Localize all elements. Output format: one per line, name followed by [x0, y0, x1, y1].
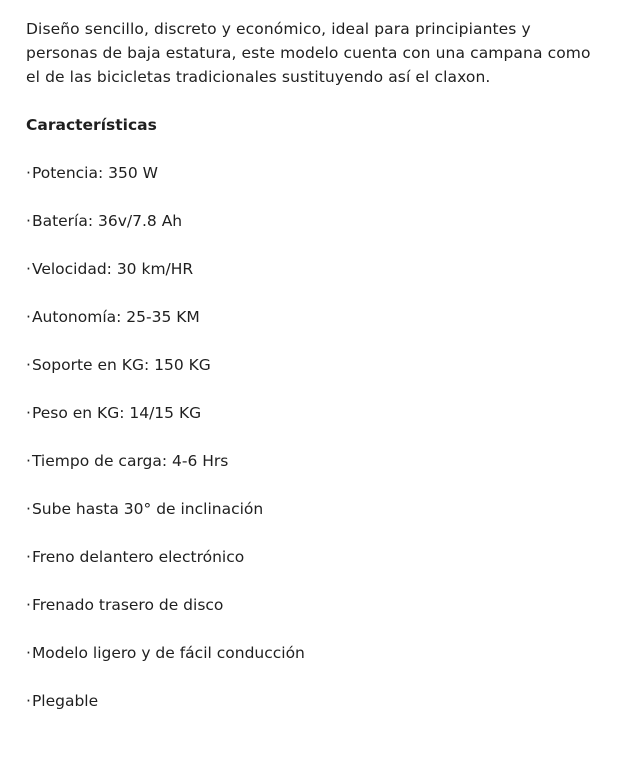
feature-text: Soporte en KG: 150 KG [31, 356, 211, 374]
features-heading: Características [26, 116, 157, 134]
bullet: · [26, 500, 31, 518]
feature-text: Frenado trasero de disco [31, 596, 224, 614]
features-list [26, 161, 603, 713]
feature-item-front-brake [26, 545, 603, 569]
feature-item-range [26, 305, 603, 329]
feature-text: Potencia: 350 W [31, 164, 158, 182]
feature-item-weight [26, 401, 603, 425]
feature-item-charge-time [26, 449, 603, 473]
feature-item-power [26, 161, 603, 185]
feature-text: Peso en KG: 14/15 KG [31, 404, 202, 422]
bullet: · [26, 404, 31, 422]
bullet: · [26, 356, 31, 374]
feature-text: Sube hasta 30° de inclinación [31, 500, 264, 518]
product-description-text: Diseño sencillo, discreto y económico, ideal para principiantes y personas de baja estatura, este modelo cuenta con una campana como el de las bicicletas tradicionales sustituyendo así el claxon. [26, 20, 591, 86]
bullet: · [26, 260, 31, 278]
feature-text: Freno delantero electrónico [31, 548, 245, 566]
bullet: · [26, 452, 31, 470]
feature-text: Autonomía: 25-35 KM [31, 308, 200, 326]
bullet: · [26, 644, 31, 662]
bullet: · [26, 548, 31, 566]
feature-item-foldable [26, 689, 603, 713]
feature-item-lightweight [26, 641, 603, 665]
bullet: · [26, 692, 31, 710]
feature-text: Velocidad: 30 km/HR [31, 260, 194, 278]
feature-item-rear-brake [26, 593, 603, 617]
feature-text: Batería: 36v/7.8 Ah [31, 212, 183, 230]
feature-item-incline [26, 497, 603, 521]
bullet: · [26, 164, 31, 182]
feature-text: Modelo ligero y de fácil conducción [31, 644, 305, 662]
bullet: · [26, 308, 31, 326]
feature-item-battery [26, 209, 603, 233]
bullet: · [26, 212, 31, 230]
bullet: · [26, 596, 31, 614]
feature-text: Plegable [31, 692, 99, 710]
feature-item-max-load [26, 353, 603, 377]
feature-text: Tiempo de carga: 4-6 Hrs [31, 452, 229, 470]
feature-item-speed [26, 257, 603, 281]
